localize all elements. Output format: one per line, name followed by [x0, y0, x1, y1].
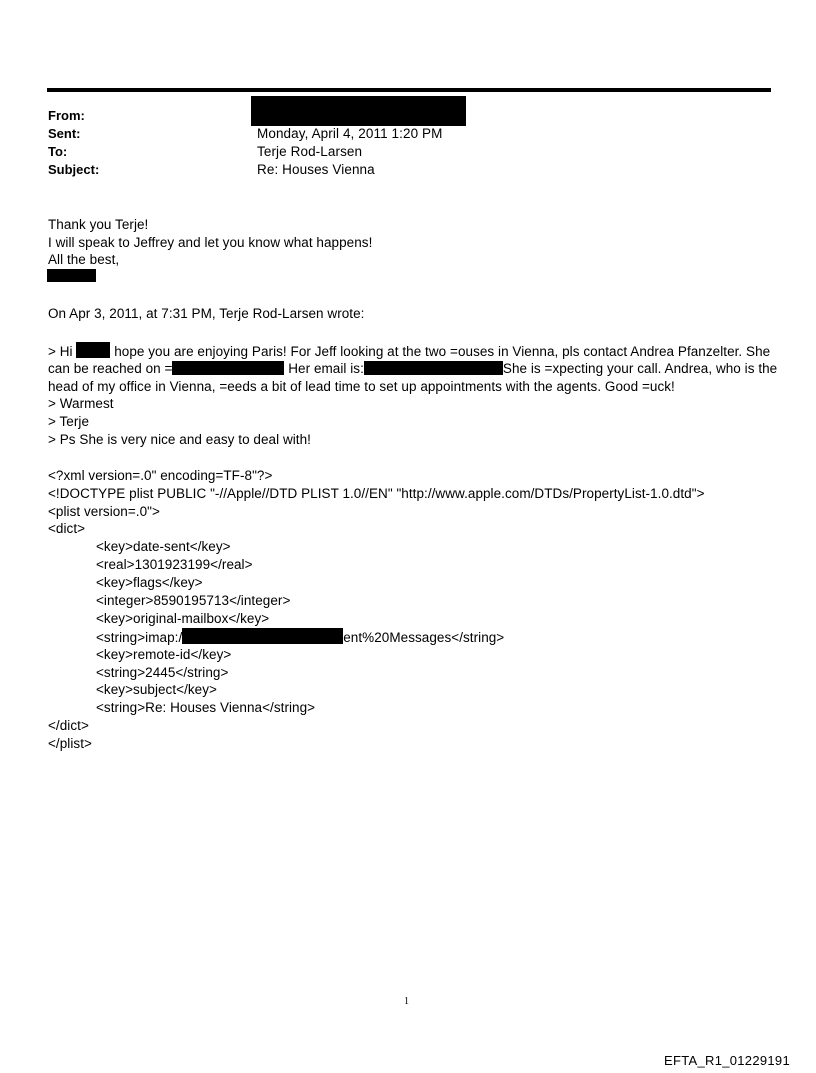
header-rule	[47, 88, 771, 92]
sent-value: Monday, April 4, 2011 1:20 PM	[257, 126, 443, 141]
name-redaction	[76, 342, 110, 358]
quote-line	[48, 360, 777, 378]
plist-line: <integer>8590195713</integer>	[96, 593, 291, 608]
plist-line: <dict>	[48, 521, 86, 536]
plist-text: ent%20Messages</string>	[343, 630, 505, 645]
plist-line: <key>subject</key>	[96, 682, 217, 697]
plist-line: <?xml version=.0" encoding=TF-8"?>	[48, 468, 273, 483]
quote-line: > Warmest	[48, 396, 114, 411]
bates-number: EFTA_R1_01229191	[664, 1053, 790, 1068]
quote-line: > Ps She is very nice and easy to deal with!	[48, 432, 311, 447]
plist-line: </dict>	[48, 718, 89, 733]
plist-line: <key>remote-id</key>	[96, 647, 232, 662]
subject-value: Re: Houses Vienna	[257, 162, 375, 177]
plist-line: <plist version=.0">	[48, 504, 160, 519]
plist-line: <string>Re: Houses Vienna</string>	[96, 700, 316, 715]
subject-label: Subject:	[48, 162, 100, 177]
from-label: From:	[48, 108, 85, 123]
from-redaction	[251, 96, 466, 126]
quote-line: > Terje	[48, 414, 90, 429]
quote-text: She is =xpecting your call. Andrea, who is the	[502, 361, 778, 376]
plist-line: <key>date-sent</key>	[96, 539, 231, 554]
plist-text: <string>imap:/	[96, 630, 183, 645]
plist-line: <string>2445</string>	[96, 665, 229, 680]
mailbox-redaction	[182, 628, 343, 644]
to-label: To:	[48, 144, 68, 159]
plist-line: <!DOCTYPE plist PUBLIC "-//Apple//DTD PLIST 1.0//EN" "http://www.apple.com/DTDs/PropertyList-1.0.dtd">	[48, 486, 705, 501]
page-number: 1	[404, 996, 409, 1007]
plist-line: <key>original-mailbox</key>	[96, 611, 270, 626]
plist-line: <key>flags</key>	[96, 575, 203, 590]
signature-redaction	[47, 269, 96, 282]
to-value: Terje Rod-Larsen	[257, 144, 363, 159]
body-line: All the best,	[48, 252, 120, 267]
body-line: Thank you Terje!	[48, 217, 149, 232]
plist-line: <real>1301923199</real>	[96, 557, 253, 572]
body-line: I will speak to Jeffrey and let you know what happens!	[48, 235, 373, 250]
quote-text: hope you are enjoying Paris! For Jeff looking at the two =ouses in Vienna, pls contact Andrea Pfanzelter. She	[114, 344, 771, 359]
quote-line	[48, 342, 770, 361]
quote-text: Her email is:	[288, 361, 364, 376]
sent-label: Sent:	[48, 126, 81, 141]
phone-redaction	[172, 361, 284, 375]
quote-line: head of my office in Vienna, =eeds a bit of lead time to set up appointments with the agents. Good =uck!	[48, 379, 675, 394]
plist-line: </plist>	[48, 736, 92, 751]
plist-line	[96, 628, 504, 647]
quote-intro: On Apr 3, 2011, at 7:31 PM, Terje Rod-Larsen wrote:	[48, 306, 365, 321]
quote-text: > Hi	[48, 344, 73, 359]
quote-text: can be reached on =	[48, 361, 173, 376]
email-redaction	[364, 361, 503, 375]
